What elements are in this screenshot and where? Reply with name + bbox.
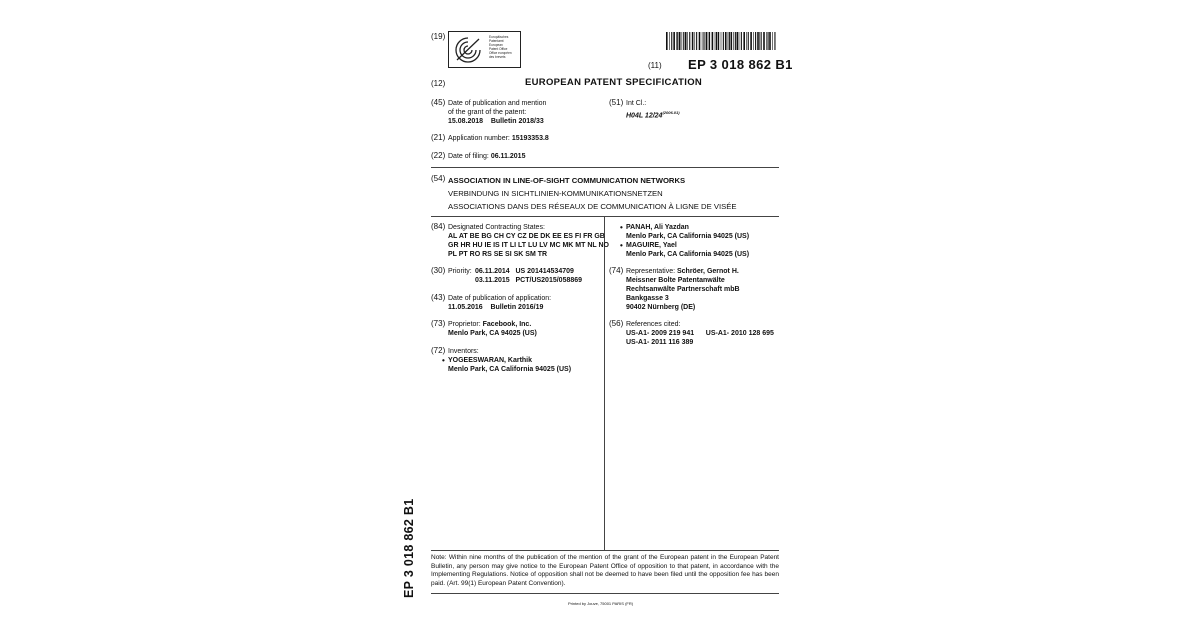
barcode-bar (671, 32, 672, 50)
reference-item: US-A1- 2011 116 389 (626, 339, 694, 346)
barcode-bar (685, 32, 687, 50)
barcode-bar (739, 32, 740, 50)
priority-ref: PCT/US2015/058869 (515, 277, 583, 284)
divider-top (431, 167, 779, 168)
barcode-bar (735, 32, 736, 50)
inid-code-43: (43) (431, 293, 446, 302)
printer-line: Printed by Jouve, 75001 PARIS (FR) (568, 601, 634, 606)
inid-code-45: (45) (431, 98, 446, 107)
title-block (448, 174, 736, 214)
int-class-version: (2006.01) (662, 110, 680, 115)
barcode-bar (750, 32, 752, 50)
publication-number: EP 3 018 862 B1 (688, 57, 793, 72)
grant-label-line1: Date of publication and mention (448, 100, 547, 107)
barcode (666, 32, 778, 50)
representative-line: Rechtsanwälte Partnerschaft mbB (626, 286, 740, 293)
application-publication-date: 11.05.2016 (448, 304, 483, 311)
barcode-bar (757, 32, 759, 50)
title-english: ASSOCIATION IN LINE-OF-SIGHT COMMUNICATION NETWORKS (448, 176, 686, 185)
inid-code-11: (11) (648, 61, 662, 70)
designated-states-line: AL AT BE BG CH CY CZ DE DK EE ES FI FR GB (448, 233, 605, 240)
inid-code-19: (19) (431, 32, 446, 41)
barcode-bar (731, 32, 733, 50)
barcode-bar (761, 32, 762, 50)
designated-states-block (448, 223, 609, 259)
representative-label: Representative: (626, 268, 676, 275)
barcode-bar (676, 32, 677, 50)
epo-logo (448, 31, 521, 68)
representative-block (626, 267, 740, 312)
proprietor-label: Proprietor: (448, 321, 481, 328)
epo-logo-text: Europäisches Patentamt European Patent Office Office européen des brevets (489, 35, 512, 60)
grant-bulletin: Bulletin 2018/33 (490, 118, 544, 125)
inid-code-73: (73) (431, 319, 446, 328)
barcode-bar (741, 32, 742, 50)
proprietor-address: Menlo Park, CA 94025 (US) (448, 330, 537, 337)
priority-label: Priority: (448, 268, 472, 275)
inid-code-72: (72) (431, 346, 446, 355)
inventor-address: Menlo Park, CA California 94025 (US) (626, 233, 750, 240)
barcode-bar (772, 32, 773, 50)
inventor-item (626, 223, 749, 241)
barcode-bar (774, 32, 775, 50)
grant-publication-block (448, 99, 546, 126)
grant-label-line2: of the grant of the patent: (448, 109, 527, 116)
inventor-name: • PANAH, Ali Yazdan (626, 224, 689, 231)
application-number: Application number: 15193353.8 (448, 135, 549, 142)
barcode-bar (694, 32, 695, 50)
title-french: ASSOCIATIONS DANS DES RÉSEAUX DE COMMUNICATION À LIGNE DE VISÉE (448, 202, 737, 212)
representative-line: Meissner Bolte Patentanwälte (626, 277, 725, 284)
application-publication-bulletin: Bulletin 2016/19 (490, 304, 544, 311)
barcode-bar (766, 32, 767, 50)
barcode-bar (682, 32, 683, 50)
barcode-bar (679, 32, 681, 50)
barcode-bar (768, 32, 769, 50)
reference-item: US-A1- 2009 219 941 (626, 330, 695, 337)
inventors-block (448, 347, 571, 374)
barcode-bar (755, 32, 756, 50)
barcode-bar (709, 32, 710, 50)
barcode-bar (687, 32, 688, 50)
inid-code-51: (51) (609, 98, 624, 107)
priority-date: 03.11.2015 (475, 277, 510, 284)
divider-mid (431, 216, 779, 217)
document-type-title: EUROPEAN PATENT SPECIFICATION (525, 77, 703, 88)
barcode-bar (748, 32, 749, 50)
barcode-bar (666, 32, 668, 50)
priority-date: 06.11.2014 (475, 268, 510, 275)
filing-date: Date of filing: 06.11.2015 (448, 153, 526, 160)
epo-emblem-icon (451, 34, 485, 65)
inventor-address: Menlo Park, CA California 94025 (US) (626, 251, 750, 258)
inid-code-21: (21) (431, 133, 446, 142)
inid-code-56: (56) (609, 319, 624, 328)
inid-code-84: (84) (431, 222, 446, 231)
designated-states-line: PL PT RO RS SE SI SK SM TR (448, 251, 548, 258)
proprietor-block (448, 320, 537, 338)
inventor-item (448, 356, 571, 374)
barcode-bar (759, 32, 760, 50)
inventor-name: • YOGEESWARAN, Karthik (448, 357, 533, 364)
barcode-bar (669, 32, 670, 50)
designated-states-label: Designated Contracting States: (448, 224, 545, 231)
barcode-bar (728, 32, 729, 50)
inid-code-54: (54) (431, 174, 446, 183)
barcode-bar (721, 32, 722, 50)
title-german: VERBINDUNG IN SICHTLINIEN-KOMMUNIKATIONSNETZEN (448, 189, 663, 199)
barcode-bar (718, 32, 720, 50)
priority-rows (475, 267, 582, 285)
representative-name: Schröer, Gernot H. (676, 268, 739, 275)
barcode-bar (753, 32, 754, 50)
proprietor-name: Facebook, Inc. (482, 321, 532, 328)
application-publication-block: Date of publication of application: 11.05.2016 Bulletin 2016/19 (448, 295, 552, 311)
barcode-bar (715, 32, 716, 50)
grant-date: 15.08.2018 (448, 118, 484, 125)
priority-ref: US 201414534709 (515, 268, 574, 275)
barcode-bar (723, 32, 724, 50)
barcode-bar (725, 32, 727, 50)
inventors-continued (626, 223, 749, 259)
int-class-label: Int Cl.: (626, 100, 647, 107)
barcode-bar (746, 32, 747, 50)
inventor-name: • MAGUIRE, Yael (626, 242, 677, 249)
divider-note (431, 550, 779, 551)
inid-code-30: (30) (431, 266, 446, 275)
barcode-bar (699, 32, 701, 50)
barcode-bar (769, 32, 771, 50)
representative-line: 90402 Nürnberg (DE) (626, 304, 696, 311)
barcode-bar (737, 32, 739, 50)
column-divider (604, 216, 605, 550)
barcode-bar (673, 32, 675, 50)
barcode-bar (703, 32, 704, 50)
barcode-bar (733, 32, 734, 50)
references-label: References cited: (626, 321, 681, 328)
inid-code-22: (22) (431, 151, 446, 160)
inventors-label: Inventors: (448, 348, 479, 355)
designated-states-line: GR HR HU IE IS IT LI LT LU LV MC MK MT NL NO (448, 242, 609, 249)
inventor-address: Menlo Park, CA California 94025 (US) (448, 366, 572, 373)
barcode-bar (689, 32, 690, 50)
barcode-bar (702, 32, 703, 50)
barcode-bar (743, 32, 745, 50)
int-class-block (626, 99, 680, 120)
barcode-bar (692, 32, 694, 50)
barcode-bar (716, 32, 717, 50)
int-class-value: H04L 12/24 (626, 112, 663, 120)
reference-item: US-A1- 2010 128 695 (705, 330, 774, 337)
barcode-bar (712, 32, 714, 50)
barcode-bar (708, 32, 709, 50)
opposition-note: Note: Within nine months of the publication of the mention of the grant of the European patent in the European Patent Bulletin, any person may give notice to the European Patent Office of opposition to that patent, in accordance with the Implementing Regulations. Notice of opposition shall not be deemed to have been filed until the opposition fee has been paid. (Art. 99(1) European Patent Convention). (431, 554, 779, 587)
side-publication-number: EP 3 018 862 B1 (402, 498, 416, 598)
barcode-bar (696, 32, 697, 50)
barcode-bar (677, 32, 678, 50)
divider-bottom (431, 593, 779, 594)
barcode-bar (763, 32, 765, 50)
barcode-bar (683, 32, 684, 50)
inventor-item (626, 241, 749, 259)
barcode-bar (729, 32, 730, 50)
inid-code-12: (12) (431, 79, 446, 88)
inid-code-74: (74) (609, 266, 624, 275)
representative-line: Bankgasse 3 (626, 295, 669, 302)
barcode-bar (706, 32, 708, 50)
references-block (626, 320, 774, 347)
